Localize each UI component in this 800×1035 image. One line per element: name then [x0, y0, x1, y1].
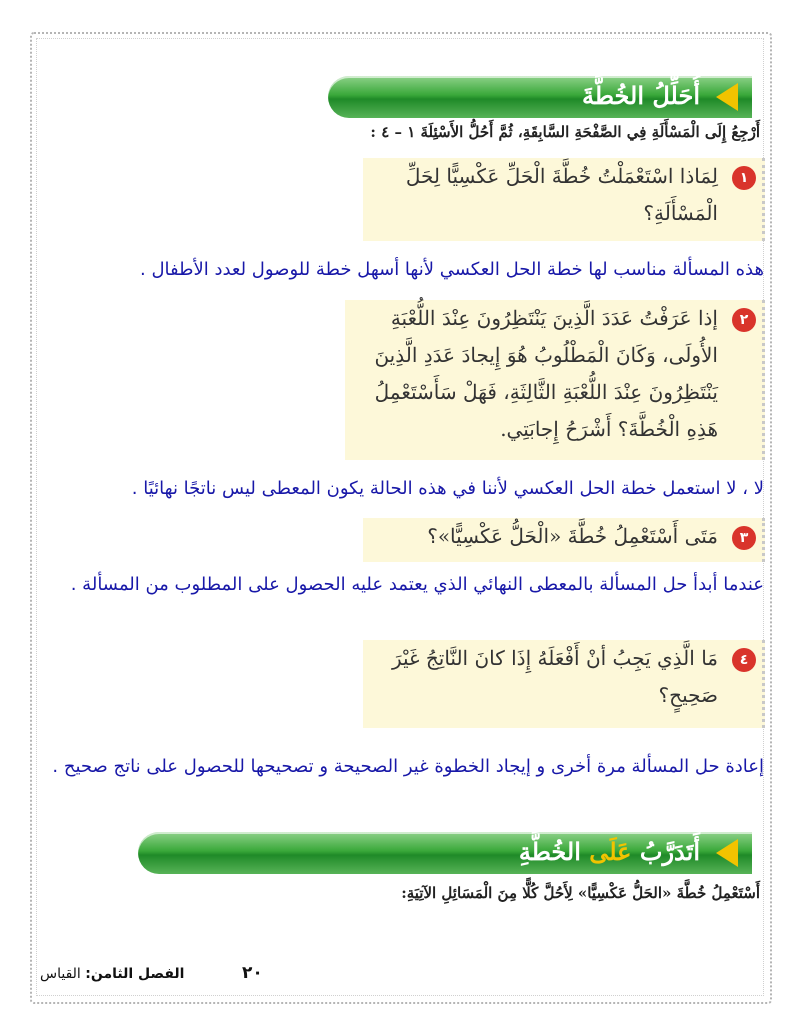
section-title-part: الخُطَّةِ	[518, 837, 581, 866]
answer-text: لا ، لا استعمل خطة الحل العكسي لأننا في هذه الحالة يكون المعطى ليس ناتجًا نهائيًا .	[131, 478, 764, 499]
section-instruction: أَرْجِعُ إِلَى الْمَسْأَلَةِ فِي الصَّفْحَةِ السَّابِقَةِ، ثُمَّ أَحُلُّ الأَسْئِلَةَ ١ – ٤ :	[370, 123, 760, 141]
arrow-icon	[716, 83, 738, 111]
question-box	[363, 518, 765, 562]
answer-text: هذه المسألة مناسب لها خطة الحل العكسي لأنها أسهل خطة للوصول لعدد الأطفال .	[140, 259, 764, 280]
section-title-part: أَتَدَرَّبُ	[639, 837, 700, 866]
section-banner-practice-plan	[138, 832, 752, 874]
section-banner-analyze-plan	[328, 76, 752, 118]
question-number-badge: ٤	[732, 648, 756, 672]
answer-text: إعادة حل المسألة مرة أخرى و إيجاد الخطوة غير الصحيحة و تصحيحها للحصول على ناتج صحيح .	[52, 756, 764, 777]
question-number-badge: ٣	[732, 526, 756, 550]
section-title: أُحَلِّلُ الخُطَّةَ	[581, 81, 700, 110]
section-title-accent: عَلَى	[589, 837, 632, 866]
question-text: مَا الَّذِي يَجِبُ أنْ أَفْعَلَهُ إِذَا كانَ النَّاتِجُ غَيْرَ صَحِيحٍ؟	[391, 646, 718, 707]
question-box	[345, 300, 765, 460]
question-box	[363, 158, 765, 241]
question-number-badge: ٢	[732, 308, 756, 332]
chapter-footer	[40, 966, 184, 982]
page-number: ٢٠	[242, 963, 263, 983]
section-title	[519, 837, 700, 866]
question-number-badge: ١	[732, 166, 756, 190]
chapter-title: القياس	[40, 966, 81, 982]
chapter-label: الفصل الثامن:	[85, 966, 185, 982]
question-text: مَتَى أَسْتَعْمِلُ خُطَّةَ «الْحَلُّ عَكْسِيًّا»؟	[427, 524, 718, 548]
section-instruction: أَسْتَعْمِلُ خُطَّةَ «الحَلُّ عَكْسِيًّا» لِأَحُلَّ كُلًّا مِنَ الْمَسَائِلِ الآتِيَةِ:	[401, 884, 760, 902]
question-text: إذا عَرَفْتُ عَدَدَ الَّذِينَ يَنْتَظِرُونَ عِنْدَ اللُّعْبَةِ الأُولَى، وَكَانَ الْمَطْلُوبُ هُوَ إِيجادَ عَدَدِ الَّذِينَ يَنْتَظِرُونَ عِنْدَ اللُّعْبَةِ الثَّالِثَةِ، فَهَلْ سَأَسْتَعْمِلُ هَذِهِ الْخُطَّةَ؟ أَشْرَحُ إِجابَتِي.	[374, 306, 718, 441]
question-text: لِمَاذا اسْتَعْمَلْتُ خُطَّةَ الْحَلِّ عَكْسِيًّا لِحَلِّ الْمَسْأَلَةِ؟	[405, 164, 718, 225]
question-box	[363, 640, 765, 728]
answer-text: عندما أبدأ حل المسألة بالمعطى النهائي الذي يعتمد عليه الحصول على المطلوب من المسألة .	[70, 574, 764, 595]
arrow-icon	[716, 839, 738, 867]
